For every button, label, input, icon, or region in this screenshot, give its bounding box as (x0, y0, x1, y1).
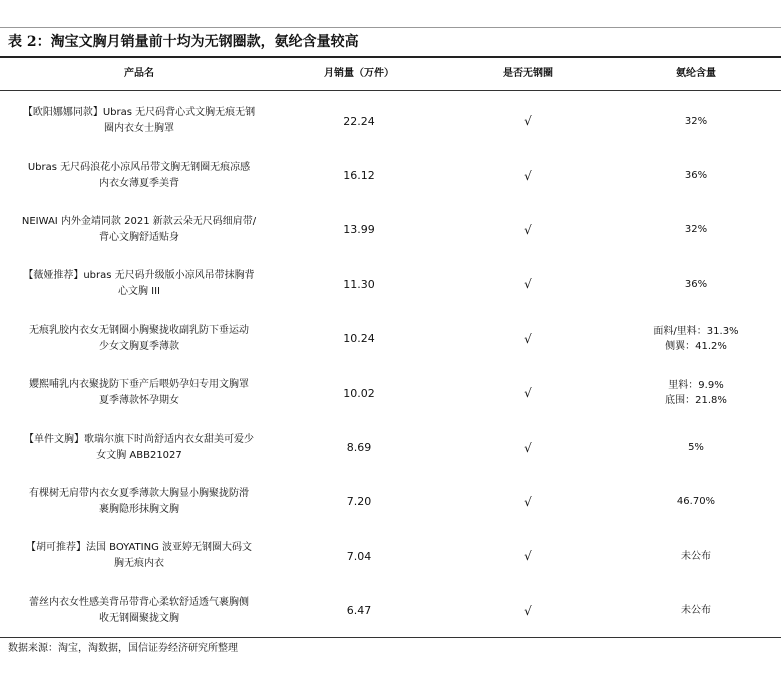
product-name-line: 内衣女薄夏季美背 (98, 177, 179, 189)
table-row (0, 529, 781, 583)
product-name-line: Ubras 无尺码浪花小凉风吊带文胸无钢圈无痕凉感 (27, 161, 251, 173)
bottom-rule (0, 637, 781, 638)
table-row (0, 366, 781, 420)
product-name-cell (8, 148, 270, 202)
monthly-sales-cell: 7.04 (346, 549, 372, 563)
product-name-line: 【薇娅推荐】ubras 无尺码升级版小凉风吊带抹胸背 (23, 270, 255, 282)
spandex-content-cell (610, 475, 781, 529)
product-name-line: 圈内衣女士胸罩 (103, 123, 174, 135)
no-steel-ring-cell: √ (524, 603, 532, 618)
spandex-content-cell (610, 420, 781, 474)
product-name-line: 【欧阳娜娜同款】Ubras 无尺码背心式文胸无痕无钢 (22, 107, 256, 119)
product-name-line: NEIWAI 内外金靖同款 2021 新款云朵无尺码细肩带/ (21, 215, 257, 227)
monthly-sales-cell: 11.30 (343, 277, 375, 291)
spandex-content-cell (610, 366, 781, 420)
table-header (0, 58, 781, 90)
product-name-line: 孆熙哺乳内衣聚拢防下垂产后喂奶孕妇专用文胸罩 (29, 379, 249, 391)
product-name-cell (8, 366, 270, 420)
product-name-cell (8, 312, 270, 366)
no-steel-ring-cell: √ (524, 222, 532, 237)
no-steel-ring-cell: √ (524, 549, 532, 564)
source-note: 数据来源：淘宝，淘数据，国信证券经济研究所整理 (8, 643, 238, 654)
table-row (0, 475, 781, 529)
spandex-content-line: 未公布 (681, 550, 711, 562)
product-name-line: 女文胸 ABB21027 (96, 449, 182, 461)
table-row (0, 148, 781, 202)
monthly-sales-cell: 10.24 (343, 332, 375, 346)
product-name-line: 无痕乳胶内衣女无钢圈小胸聚拢收副乳防下垂运动 (29, 324, 249, 336)
product-name-line: 收无钢圈聚拢文胸 (99, 612, 179, 624)
product-name-cell (8, 529, 270, 583)
spandex-content-line: 侧翼：41.2% (665, 340, 727, 352)
spandex-content-line: 面料/里料：31.3% (653, 325, 739, 337)
product-name-cell (8, 475, 270, 529)
table-body (0, 94, 781, 638)
product-name-line: 心文胸 III (117, 286, 160, 298)
spandex-content-line: 46.70% (676, 496, 716, 508)
header-spandex-content: 氨纶含量 (676, 68, 716, 79)
spandex-content-cell (610, 257, 781, 311)
product-name-cell (8, 203, 270, 257)
no-steel-ring-cell: √ (524, 440, 532, 455)
monthly-sales-cell: 8.69 (346, 441, 372, 455)
product-name-line: 胸无痕内衣 (114, 558, 164, 570)
top-rule (0, 27, 781, 28)
table-row (0, 257, 781, 311)
product-name-cell (8, 94, 270, 148)
spandex-content-line: 底围：21.8% (665, 395, 727, 407)
no-steel-ring-cell: √ (524, 494, 532, 509)
no-steel-ring-cell: √ (524, 331, 532, 346)
product-name-line: 【单件文胸】歌瑞尔旗下时尚舒适内衣女甜美可爱少 (24, 433, 254, 445)
spandex-content-line: 未公布 (681, 605, 711, 617)
table-title: 表 2：淘宝文胸月销量前十均为无钢圈款，氨纶含量较高 (8, 34, 359, 50)
table-row (0, 312, 781, 366)
header-monthly-sales: 月销量（万件） (324, 68, 394, 79)
product-name-cell (8, 420, 270, 474)
product-name-line: 背心文胸舒适贴身 (98, 231, 179, 243)
product-name-cell (8, 584, 270, 638)
spandex-content-line: 5% (688, 442, 704, 454)
spandex-content-cell (610, 529, 781, 583)
monthly-sales-cell: 16.12 (343, 169, 375, 183)
spandex-content-cell (610, 148, 781, 202)
spandex-content-cell (610, 584, 781, 638)
table-row (0, 420, 781, 474)
spandex-content-line: 里料：9.9% (668, 380, 724, 392)
no-steel-ring-cell: √ (524, 168, 532, 183)
monthly-sales-cell: 22.24 (343, 114, 375, 128)
header-rule (0, 90, 781, 91)
header-no-steel-ring: 是否无钢圈 (503, 68, 553, 79)
spandex-content-cell (610, 203, 781, 257)
product-name-line: 有棵树无肩带内衣女夏季薄款大胸显小胸聚拢防滑 (29, 487, 249, 499)
spandex-content-line: 32% (684, 115, 708, 127)
table-row (0, 203, 781, 257)
product-name-line: 【胡可推荐】法国 BOYATING 波亚婷无钢圈大码文 (25, 542, 253, 554)
header-product-name: 产品名 (124, 68, 154, 79)
product-name-line: 少女文胸夏季薄款 (99, 340, 179, 352)
no-steel-ring-cell: √ (524, 386, 532, 401)
spandex-content-cell (610, 94, 781, 148)
product-name-line: 夏季薄款怀孕期女 (99, 395, 179, 407)
no-steel-ring-cell: √ (524, 277, 532, 292)
monthly-sales-cell: 7.20 (346, 495, 372, 509)
monthly-sales-cell: 6.47 (346, 604, 372, 618)
spandex-content-cell (610, 312, 781, 366)
monthly-sales-cell: 13.99 (343, 223, 375, 237)
product-name-cell (8, 257, 270, 311)
no-steel-ring-cell: √ (524, 114, 532, 129)
spandex-content-line: 36% (684, 170, 708, 182)
product-name-line: 裹胸隐形抹胸文胸 (99, 503, 179, 515)
monthly-sales-cell: 10.02 (343, 386, 375, 400)
table-row (0, 584, 781, 638)
table-row (0, 94, 781, 148)
spandex-content-line: 36% (684, 278, 708, 290)
spandex-content-line: 32% (684, 224, 708, 236)
product-name-line: 蕾丝内衣女性感美背吊带背心柔软舒适透气裹胸侧 (29, 596, 249, 608)
